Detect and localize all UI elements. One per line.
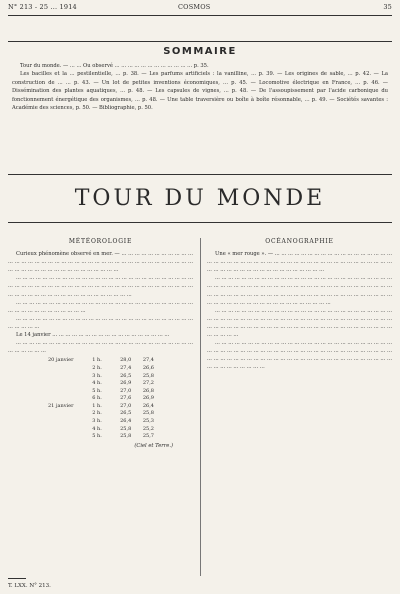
column-separator bbox=[200, 238, 201, 576]
article-paragraph: ... ... ... ... ... ... ... ... ... ... ... ... ... ... ... ... ... ... ... ... ... ... ... ... ... ... ... ... ... ... ... ... ... ... ... ... ... ... ... ... ... ... ... ... ... ... ... ... ... ... ... ... ... ... ... ... ... ... ... ... ... ... ... ... ... ... ... ... ... ... ... ... ... ... ... ... ... ... ... ... ... ... ... ... ... ... ... ... ... ... ... ... bbox=[207, 340, 392, 371]
table-cell: 26,5 bbox=[120, 410, 132, 417]
table-cell: 6 h. bbox=[92, 395, 102, 402]
table-cell bbox=[46, 395, 90, 403]
sommaire-title: SOMMAIRE bbox=[163, 46, 237, 57]
table-cell: 27,2 bbox=[142, 380, 154, 387]
table-cell: 4 h. bbox=[92, 425, 102, 432]
table-cell: 26,9 bbox=[120, 380, 132, 387]
right-column bbox=[207, 238, 392, 372]
table-cell: 27,0 bbox=[120, 387, 132, 394]
table-cell: 27,4 bbox=[120, 364, 132, 371]
article-paragraph: Une « mer rouge ». — ... ... ... ... ... ... ... ... ... ... ... ... ... ... ... ... ... ... ... ... ... ... ... ... ... ... ... ... ... ... ... ... ... ... ... ... ... ... ... ... ... ... ... ... ... ... ... ... ... ... ... ... ... ... ... ... ... ... ... ... ... ... ... ... bbox=[207, 251, 392, 274]
table-row bbox=[46, 388, 156, 396]
source-signature: (Ciel et Terre.) bbox=[134, 442, 173, 449]
table-row bbox=[46, 426, 156, 434]
table-cell bbox=[46, 388, 90, 396]
table-cell: 5 h. bbox=[92, 387, 102, 394]
table-cell bbox=[46, 433, 90, 441]
article-paragraph: Curieux phénomène observé en mer. — ... ... ... ... ... ... ... ... ... ... ... ... ... ... ... ... ... ... ... ... ... ... ... ... ... ... ... ... ... ... ... ... ... ... ... ... ... ... ... ... ... ... ... ... ... ... ... ... ... ... ... ... ... ... ... ... bbox=[8, 251, 193, 274]
table-cell bbox=[46, 426, 90, 434]
table-cell: 26,4 bbox=[120, 418, 132, 425]
table-cell: 20 janvier bbox=[48, 357, 74, 364]
sommaire-bottom-rule bbox=[8, 174, 392, 175]
left-column bbox=[8, 238, 193, 450]
table-row bbox=[46, 433, 156, 441]
article-paragraph: ... ... ... ... ... ... ... ... ... ... ... ... ... ... ... ... ... ... ... ... ... ... ... ... ... ... ... ... ... ... ... ... ... ... ... ... ... ... ... ... ... ... ... ... ... ... ... ... ... ... ... ... ... ... ... ... ... ... ... ... ... ... ... ... ... ... ... ... ... ... ... ... ... ... ... ... ... ... ... ... ... ... ... ... ... ... ... ... bbox=[207, 307, 392, 339]
sommaire-paragraph: Les bacilles et la ... pestilentielle, ... p. 38. — Les parfums artificiels : la vanilline, ... p. 39. — Les origines de sable, ... p. 42. — La construction de ... ... p. 43. — Un lot de petites inventions économiques, ... p. 45. — Locomotive électrique en France, ... p. 46. — Dissémination des plantes aquatiques, ... p. 48. — Les capsules de vignes, ... p. 48. — De l'assoupissement par l'acide carbonique du fonctionnement énergétique des organismes, ... p. 48. — Une table traversière ou boîte à boîte résonnable, ... p. 49. — Sociétés savantes : Académie des sciences, p. 50. — Bibliographie, p. 50. bbox=[12, 71, 388, 112]
table-cell: 27,4 bbox=[142, 357, 154, 364]
article-paragraph: ... ... ... ... ... ... ... ... ... ... ... ... ... ... ... ... ... ... ... ... ... ... ... ... ... ... ... ... ... ... ... ... ... ... ... ... ... ... ... ... ... ... ... ... ... ... ... ... ... ... ... ... ... ... ... ... ... ... ... ... ... ... ... ... ... ... ... ... ... ... ... ... ... ... ... ... ... ... ... ... ... ... ... ... ... ... ... ... ... ... ... ... ... ... ... ... ... ... ... ... ... ... bbox=[207, 275, 392, 306]
running-header bbox=[8, 3, 392, 15]
temperature-table bbox=[46, 357, 156, 441]
table-cell: 1 h. bbox=[92, 402, 102, 409]
table-cell: 25,7 bbox=[142, 433, 154, 440]
table-row bbox=[46, 380, 156, 388]
journal-name: COSMOS bbox=[178, 3, 211, 11]
table-row bbox=[46, 373, 156, 381]
table-cell: 27,6 bbox=[120, 395, 132, 402]
table-cell bbox=[46, 380, 90, 388]
table-row bbox=[46, 418, 156, 426]
table-cell: 2 h. bbox=[92, 410, 102, 417]
table-row bbox=[46, 365, 156, 373]
table-cell: 28,0 bbox=[120, 357, 132, 364]
table-cell: 3 h. bbox=[92, 418, 102, 425]
title-rule bbox=[8, 222, 392, 223]
table-cell: 2 h. bbox=[92, 364, 102, 371]
header-rule bbox=[8, 15, 392, 16]
table-cell: 25,8 bbox=[120, 425, 132, 432]
article-paragraph: ... ... ... ... ... ... ... ... ... ... ... ... ... ... ... ... ... ... ... ... ... ... ... ... ... ... ... ... ... ... ... ... ... ... ... ... ... ... ... ... ... ... ... ... ... ... ... ... ... ... ... ... ... ... ... ... ... ... ... ... ... ... ... ... ... ... ... ... ... ... ... ... ... ... bbox=[8, 275, 193, 298]
table-cell bbox=[46, 410, 90, 418]
table-row bbox=[46, 403, 156, 411]
table-row bbox=[46, 410, 156, 418]
table-cell: 26,4 bbox=[142, 402, 154, 409]
table-row bbox=[46, 395, 156, 403]
table-cell: 27,0 bbox=[120, 402, 132, 409]
table-cell: 21 janvier bbox=[48, 402, 74, 409]
table-cell: 25,3 bbox=[142, 418, 154, 425]
table-cell: 5 h. bbox=[92, 433, 102, 440]
sommaire-top-rule bbox=[8, 41, 392, 42]
table-cell: 3 h. bbox=[92, 372, 102, 379]
table-cell: 26,6 bbox=[142, 364, 154, 371]
table-cell: 26,9 bbox=[142, 395, 154, 402]
sommaire-paragraph: Tour du monde. — ... ... Ou observé ... ... ... ... ... ... ... ... ... ... ... ... p. 35. bbox=[20, 63, 209, 69]
article-paragraph: ... ... ... ... ... ... ... ... ... ... ... ... ... ... ... ... ... ... ... ... ... ... ... ... ... ... ... ... ... ... ... ... bbox=[8, 315, 193, 330]
footer-rule bbox=[8, 578, 26, 579]
article-paragraph: ... ... ... ... ... ... ... ... ... ... ... ... ... ... ... ... ... ... ... ... ... ... ... ... ... ... ... ... ... ... ... ... ... bbox=[8, 340, 193, 355]
table-cell: 1 h. bbox=[92, 357, 102, 364]
table-cell: 26,8 bbox=[142, 387, 154, 394]
meteorologie-heading: MÉTÉOROLOGIE bbox=[68, 238, 133, 245]
table-cell bbox=[46, 418, 90, 426]
table-cell: 26,5 bbox=[120, 372, 132, 379]
issue-number: N° 213 - 25 ... 1914 bbox=[8, 3, 77, 11]
table-cell: 25,8 bbox=[142, 410, 154, 417]
sommaire-body bbox=[12, 62, 388, 112]
table-cell: 25,2 bbox=[142, 425, 154, 432]
article-paragraph: ... ... ... ... ... ... ... ... ... ... ... ... ... ... ... ... ... ... ... ... ... ... ... ... ... ... ... ... ... ... ... ... ... ... ... ... ... ... ... bbox=[8, 299, 193, 314]
oceanographie-heading: OCÉANOGRAPHIE bbox=[265, 238, 334, 245]
table-cell: 4 h. bbox=[92, 380, 102, 387]
table-cell: 25,8 bbox=[142, 372, 154, 379]
table-cell: 25,8 bbox=[120, 433, 132, 440]
table-cell bbox=[46, 365, 90, 373]
table-row bbox=[46, 357, 156, 365]
page-number: 35 bbox=[383, 3, 392, 11]
section-title: TOUR DU MONDE bbox=[74, 186, 326, 211]
article-paragraph: Le 14 janvier ... ... ... ... ... ... ... ... ... ... ... ... ... ... ... ... ... ... bbox=[16, 332, 170, 339]
volume-footer: T. LXX. N° 213. bbox=[8, 583, 51, 589]
table-cell bbox=[46, 373, 90, 381]
